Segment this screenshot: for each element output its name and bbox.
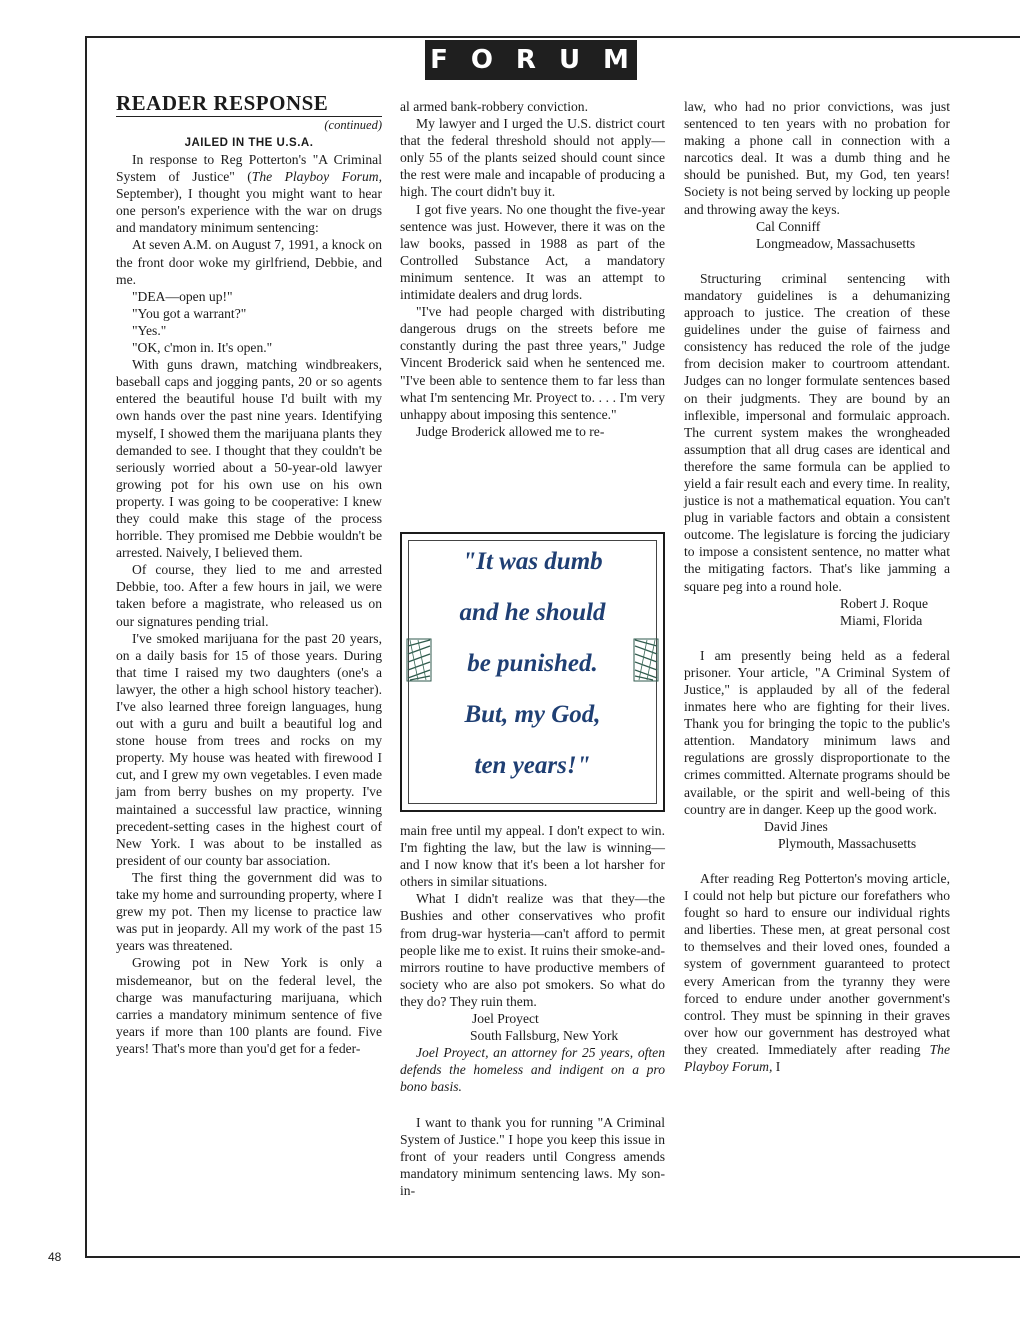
frame-top-rule xyxy=(85,36,1020,38)
pull-quote-line: ten years!" xyxy=(474,752,591,779)
letter-paragraph: "I've had people charged with distributing dangerous drugs on the streets before me constantly during the past three years," Judge Vincent Broderick said when he sentenced me. "I've been able to sentence them to far less than what I'm sentencing Mr. Proyect to. . . . I'm very unhappy about imposing this sentence." xyxy=(400,304,665,422)
letter-paragraph: Growing pot in New York is only a misdemeanor, but on the federal level, the charge was manufacturing marijuana, which carries a mandatory minimum sentence of five years if more than 100 plants are found. Five years! That's more than you'd get for a feder- xyxy=(116,955,382,1056)
letter-paragraph: law, who had no prior convictions, was just sentenced to ten years with no probation for making a phone call in connection with a narcotics deal. It was a dumb thing and he should be punished. But, my God, ten years! Society is not being served by locking up people and throwing away the keys. xyxy=(684,99,950,217)
signature-place: Miami, Florida xyxy=(840,612,923,628)
signature-place: Longmeadow, Massachusetts xyxy=(756,235,916,251)
right-ornament-icon xyxy=(633,638,659,682)
column-2 xyxy=(400,98,665,440)
column-2-continued xyxy=(400,822,665,1199)
pull-quote-line: be punished. xyxy=(467,650,598,677)
letter-paragraph: In response to Reg Potterton's "A Criminal System of Justice" (The Playboy Forum, September), I thought you might want to hear one person's experience with the war on drugs and mandatory minimum sentencing: xyxy=(116,152,382,236)
letter-paragraph: "Yes." xyxy=(132,322,167,338)
signature-place: Plymouth, Massachusetts xyxy=(778,835,917,851)
forum-masthead: FORUM xyxy=(425,40,637,80)
left-ornament-icon xyxy=(406,638,432,682)
letter-paragraph: The first thing the government did was to take my home and surrounding property, where I grew my pot. Then my license to practice law was put in jeopardy. All my work of the past 15 years was threatened. xyxy=(116,869,382,954)
letter-paragraph: "You got a warrant?" xyxy=(132,305,247,321)
editor-note: Joel Proyect, an attorney for 25 years, often defends the homeless and indigent on a pro bono basis. xyxy=(400,1045,665,1095)
letter-paragraph: main free until my appeal. I don't expect to win. I'm fighting the law, but the law is winning—and I now know that it's been a lot harsher for others in similar situations. xyxy=(400,823,665,890)
pull-quote-line: But, my God, xyxy=(464,701,601,728)
frame-bottom-rule xyxy=(85,1256,1020,1258)
column-3 xyxy=(684,98,950,1075)
letter-paragraph: Structuring criminal sentencing with mandatory guidelines is a dehumanizing approach to justice. The creation of these guidelines under the guise of fairness and consistency has reduced the role of the judge from decision maker to courtroom attendant. Judges can no longer formulate sentences based on their judgments. They are bound by an inflexible, impersonal and formulaic approach. The current system makes the wrongheaded assumption that all drug cases are identical and therefore the same formula can be applied to yield a fair result each and every time. In reality, justice is not a mathematical equation. You can't plug in variable factors and obtain a consistent outcome. The legislature is forcing the judiciary to impose a consistent sentence, no matter what the mitigating factors. That's like jamming a square peg into a round hole. xyxy=(684,270,950,594)
pull-quote-line: and he should xyxy=(459,599,606,626)
frame-left-rule xyxy=(85,36,87,1258)
column-1 xyxy=(116,92,382,1057)
signature-name: Robert J. Roque xyxy=(840,595,928,611)
letter-paragraph: "OK, c'mon in. It's open." xyxy=(132,340,273,356)
pull-quote-line: "It was dumb xyxy=(462,548,603,575)
letter-paragraph: I've smoked marijuana for the past 20 years, on a daily basis for 15 of those years. During that time I raised my two daughters (one's a lawyer, the other a high school history teacher). I've also learned three foreign languages, hung out with a guru and built a beautiful log and stone house from trees and rocks on my property. My house was heated with firewood I cut, and I grew my own vegetables. I even made jam from berry bushes on my property. I've maintained a successful law practice, winning precedent-setting cases in the highest court of New York. I was about to be installed as president of our county bar association. xyxy=(116,630,382,868)
letter-paragraph: I got five years. No one thought the five-year sentence was just. However, there it was on the law books, passed in 1988 as part of the Controlled Substance Act, a mandatory minimum sentence. It was an attempt to intimidate dealers and drug lords. xyxy=(400,201,665,303)
page-number: 48 xyxy=(48,1250,62,1264)
letter-paragraph: I am presently being held as a federal prisoner. Your article, "A Criminal System of Justice," is applauded by all of the federal inmates here who are fighting for their lives. Thank you for bringing the topic to the public's attention. Mandatory minimum laws and regulations are grossly disproportionate to the crimes committed. Alternate programs should be available, or the spirit and well-being of this country are in danger. Keep up the good work. xyxy=(684,647,950,817)
signature-place: South Fallsburg, New York xyxy=(470,1028,619,1044)
signature-name: Cal Conniff xyxy=(756,218,821,234)
letter-paragraph: "DEA—open up!" xyxy=(132,288,233,304)
letter-paragraph: I want to thank you for running "A Criminal System of Justice." I hope you keep this issue in front of your readers until Congress amends mandatory minimum sentencing laws. My son-in- xyxy=(400,1114,665,1198)
pull-quote-box xyxy=(400,532,665,812)
letter-paragraph: What I didn't realize was that they—the Bushies and other conservatives who profit from drug-war hysteria—can't afford to permit people like me to exist. It ruins their smoke-and-mirrors routine to have productive members of society who are also pot smokers. So what do they do? They ruin them. xyxy=(400,891,665,1009)
letter-subhead: JAILED IN THE U.S.A. xyxy=(184,137,314,149)
continued-label: (continued) xyxy=(324,118,382,132)
letter-paragraph: With guns drawn, matching windbreakers, baseball caps and jogging pants, 20 or so agents entered the beautiful house I'd built with my own hands over the past nine years. Identifying myself, I showed them the marijuana plants they demanded to see. I thought that they couldn't be seriously worried about a 50-year-old lawyer growing pot for his own use on his own property. I was going to be cooperative: I knew they could make this stage of the process horrible. They promised me Debbie wouldn't be arrested. Naively, I believed them. xyxy=(116,357,382,561)
section-title: READER RESPONSE xyxy=(116,92,382,117)
letter-paragraph: At seven A.M. on August 7, 1991, a knock on the front door woke my girlfriend, Debbie, and me. xyxy=(116,237,382,287)
letter-paragraph: al armed bank-robbery conviction. xyxy=(400,99,588,114)
signature-name: Joel Proyect xyxy=(472,1011,539,1027)
letter-paragraph: Judge Broderick allowed me to re- xyxy=(416,423,605,439)
letter-paragraph: My lawyer and I urged the U.S. district court that the federal threshold should not apply—only 55 of the plants seized should count since the rest were male and incapable of producing a high. The court didn't buy it. xyxy=(400,116,665,200)
letter-paragraph: Of course, they lied to me and arrested Debbie, too. After a few hours in jail, we were taken before a magistrate, who released us on our signatures pending trial. xyxy=(116,562,382,629)
signature-name: David Jines xyxy=(764,818,828,834)
letter-paragraph: After reading Reg Potterton's moving article, I could not help but picture our forefathers who fought so hard to ensure our individual rights and liberties. These men, at great personal cost to themselves and their loved ones, founded a system of government guaranteed to protect every American from the tyranny they were forced to endure under another government's control. They must be spinning in their graves over how our government has destroyed what they created. Immediately after reading The Playboy Forum, I xyxy=(684,870,950,1074)
